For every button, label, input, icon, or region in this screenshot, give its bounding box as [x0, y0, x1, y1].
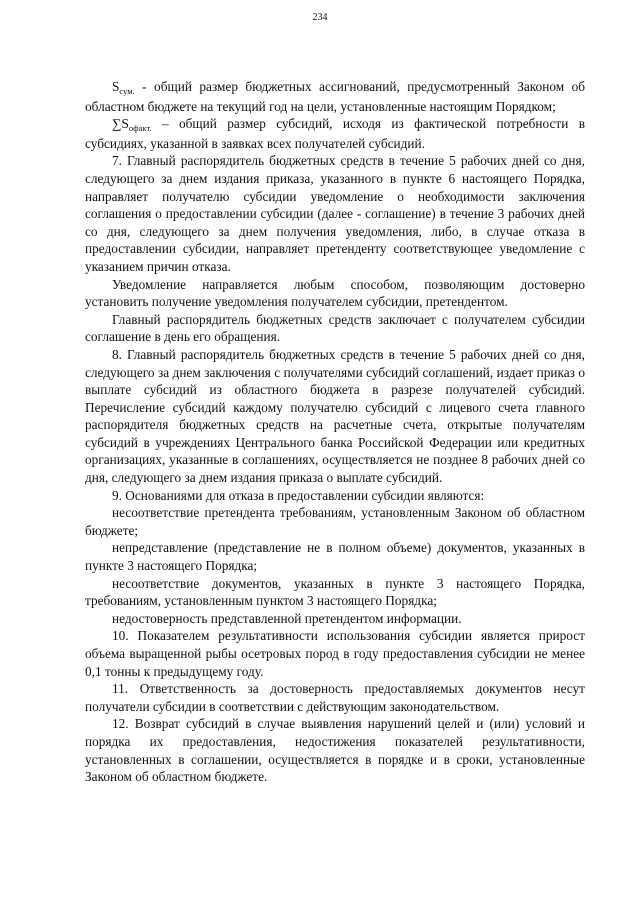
paragraph: Главный распорядитель бюджетных средств заключает с получателем субсидии соглашение в день его обращения.	[85, 311, 585, 345]
paragraph: 12. Возврат субсидий в случае выявления нарушений целей и (или) условий и порядка их предоставления, недостижения показателей результативности, установленных в соглашении, осуществляется в порядке и в сроки, установленные Законом об областном бюджете.	[85, 716, 585, 785]
paragraph: Уведомление направляется любым способом, позволяющим достоверно установить получение уведомления получателем субсидии, претендентом.	[85, 276, 585, 310]
formula-description: - общий размер бюджетных ассигнований, предусмотренный Законом об областном бюджете на текущий год на цели, установленные настоящим Порядком;	[85, 79, 585, 114]
formula-subscript: сум.	[119, 86, 135, 96]
paragraph: непредставление (представление не в полном объеме) документов, указанных в пункте 3 настоящего Порядка;	[85, 540, 585, 574]
page-number: 234	[312, 12, 328, 23]
paragraph: 10. Показателем результативности использования субсидии является прирост объема выращенной рыбы осетровых пород в году предоставления субсидии не менее 0,1 тонны к предыдущему году.	[85, 628, 585, 679]
formula-symbol: S	[121, 116, 129, 132]
paragraph: несоответствие претендента требованиям, установленным Законом об областном бюджете;	[85, 505, 585, 538]
paragraph: несоответствие документов, указанных в пункте 3 настоящего Порядка, требованиям, установленным пунктом 3 настоящего Порядка;	[85, 575, 585, 609]
formula-subscript: офакт.	[128, 123, 152, 134]
formula-description: – общий размер субсидий, исходя из фактической потребности в субсидиях, указанной в заявках всех получателей субсидий.	[85, 116, 585, 151]
formula-definition	[85, 115, 585, 152]
paragraph: 9. Основаниями для отказа в предоставлении субсидии являются:	[112, 487, 485, 503]
paragraph: 11. Ответственность за достоверность предоставляемых документов несут получатели субсидии в соответствии с действующим законодательством.	[85, 681, 585, 714]
paragraph: недостоверность представленной претендентом информации.	[112, 610, 462, 626]
paragraph: 7. Главный распорядитель бюджетных средств в течение 5 рабочих дней со дня, следующего за днем издания приказа, указанного в пункте 6 настоящего Порядка, направляет получателю субсидии уведомление о необходимости заключения соглашения о предоставлении субсидии (далее - соглашение) в течение 3 рабочих дней со дня, следующего за днем получения уведомления, либо, в случае отказа в предоставлении субсидии, направляет претенденту соответствующее уведомление с указанием причин отказа.	[85, 153, 585, 274]
formula-symbol: S	[112, 79, 120, 94]
paragraph: 8. Главный распорядитель бюджетных средств в течение 5 рабочих дней со дня, следующего за днем заключения с получателями субсидий соглашений, издает приказ о выплате субсидий из областного бюджета в разрезе получателей субсидий. Перечисление субсидий каждому получателю субсидий с лицевого счета главного распорядителя бюджетных средств на расчетные счета, открытые получателям субсидий в учреждениях Центрального банка Российской Федерации или кредитных организациях, указанные в соглашениях, осуществляется не позднее 8 рабочих дней со дня, следующего за днем издания приказа о выплате субсидий.	[85, 346, 585, 486]
formula-prefix: ∑	[112, 116, 122, 132]
formula-definition	[85, 78, 585, 115]
document-body	[85, 78, 585, 786]
